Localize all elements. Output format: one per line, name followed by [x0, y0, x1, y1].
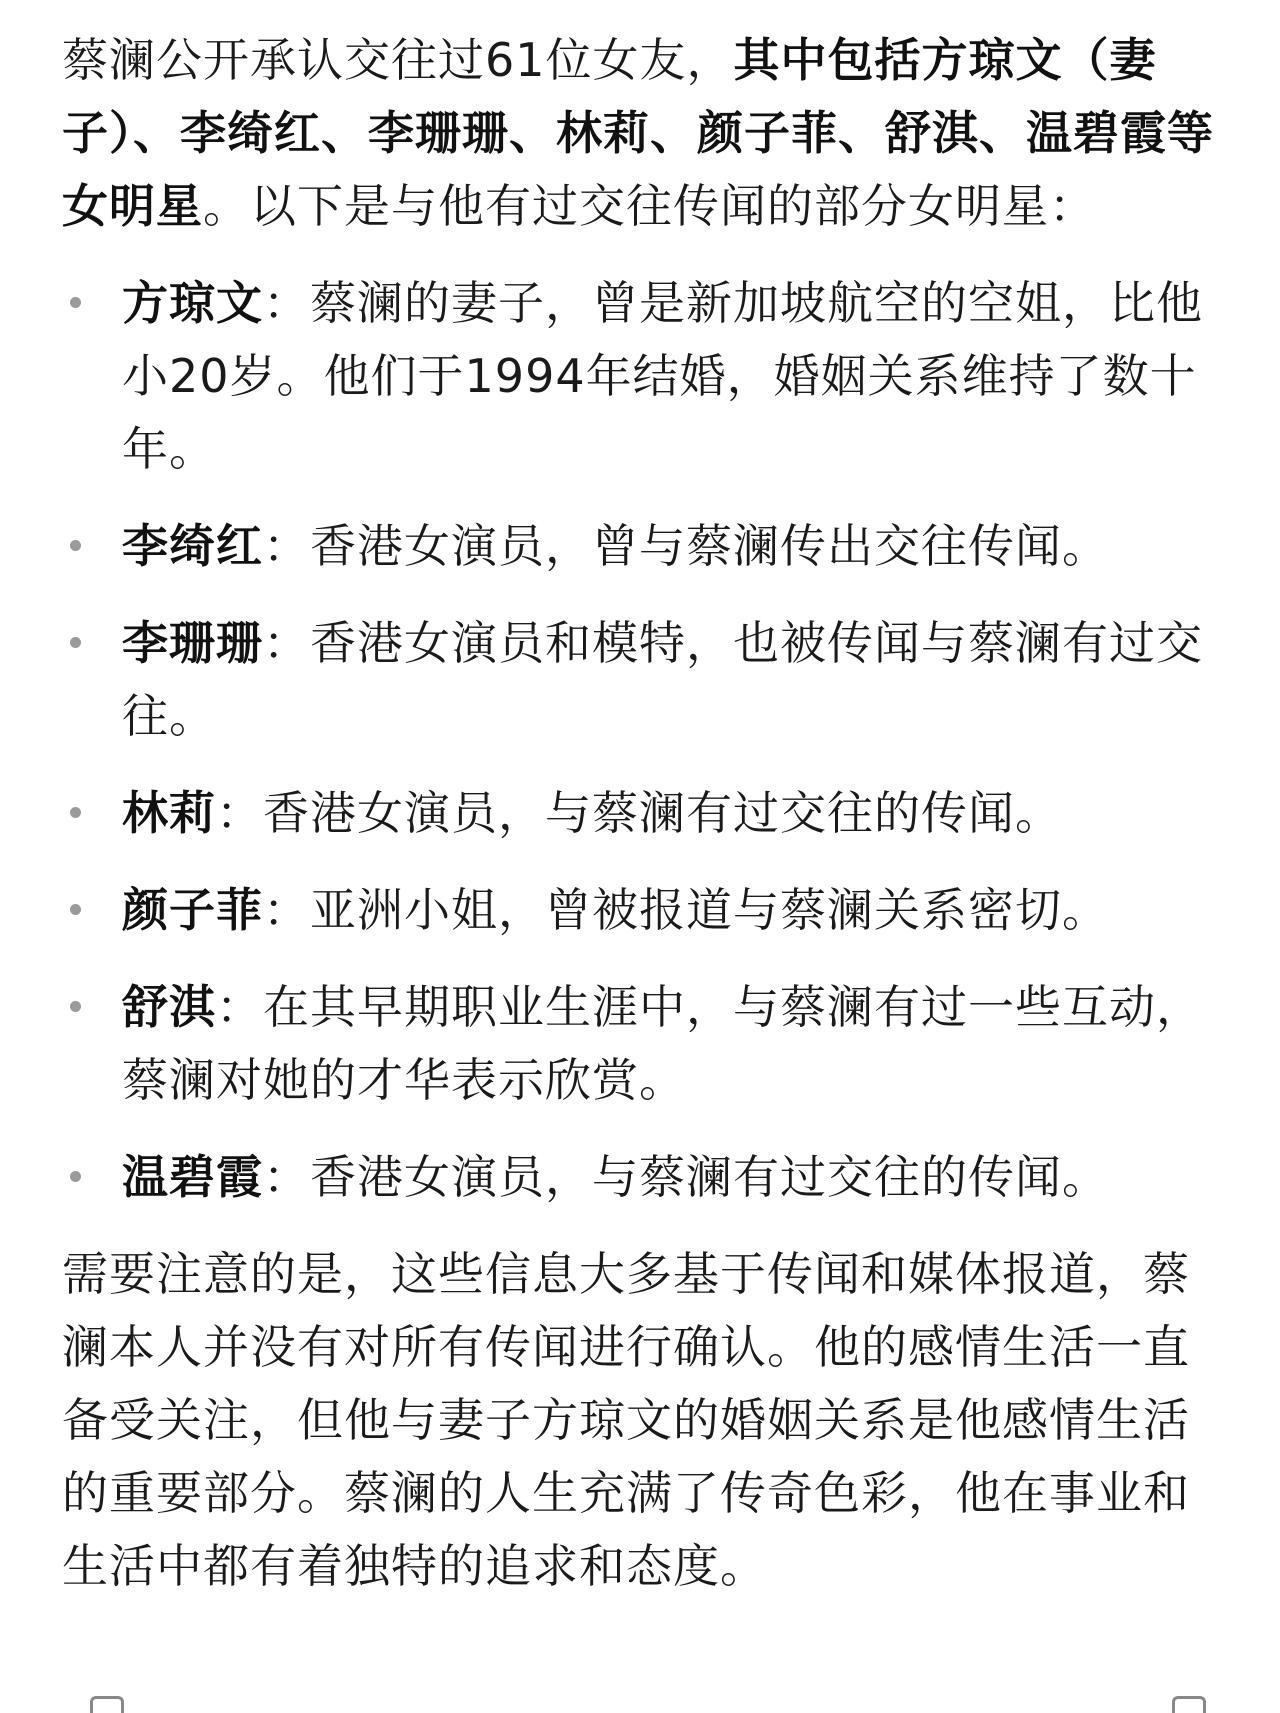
list-item-name: 颜子菲 [122, 883, 263, 937]
list-item-desc: ：在其早期职业生涯中，与蔡澜有过一些互动，蔡澜对她的才华表示欣赏。 [122, 980, 1203, 1107]
list-item [62, 267, 1232, 486]
list-item-name: 舒淇 [122, 980, 216, 1034]
bullet-icon [70, 1001, 81, 1012]
bullet-icon [70, 540, 81, 551]
rumor-list [62, 267, 1232, 1214]
list-item-name: 林莉 [122, 786, 216, 840]
list-item-desc: ：蔡澜的妻子，曾是新加坡航空的空姐，比他小20岁。他们于1994年结婚，婚姻关系维持了数十年。 [122, 276, 1203, 476]
list-item-desc: ：香港女演员，与蔡澜有过交往的传闻。 [216, 786, 1062, 840]
list-item-name: 温碧霞 [122, 1150, 263, 1204]
intro-text-after: 。以下是与他有过交往传闻的部分女明星： [203, 179, 1096, 233]
list-item-name: 方琼文 [122, 276, 263, 330]
list-item-name: 李绮红 [122, 519, 263, 573]
bullet-icon [70, 904, 81, 915]
intro-paragraph [62, 24, 1232, 243]
bullet-icon [70, 297, 81, 308]
list-item [62, 874, 1232, 947]
share-icon[interactable] [1172, 1696, 1206, 1713]
list-item-desc: ：香港女演员，曾与蔡澜传出交往传闻。 [263, 519, 1109, 573]
copy-icon[interactable] [90, 1696, 124, 1713]
bullet-icon [70, 807, 81, 818]
intro-text-bold: 其中包括方琼文（妻子）、李绮红、李珊珊、林莉、颜子菲、舒淇、温碧霞等女明星 [62, 33, 1214, 233]
list-item-desc: ：香港女演员和模特，也被传闻与蔡澜有过交往。 [122, 616, 1203, 743]
outro-paragraph: 需要注意的是，这些信息大多基于传闻和媒体报道，蔡澜本人并没有对所有传闻进行确认。他的感情生活一直备受关注，但他与妻子方琼文的婚姻关系是他感情生活的重要部分。蔡澜的人生充满了传奇色彩，他在事业和生活中都有着独特的追求和态度。 [62, 1247, 1190, 1593]
list-item [62, 1141, 1232, 1214]
intro-text-before: 蔡澜公开承认交往过61位女友， [62, 33, 734, 87]
list-item [62, 777, 1232, 850]
list-item-desc: ：香港女演员，与蔡澜有过交往的传闻。 [263, 1150, 1109, 1204]
bullet-icon [70, 1171, 81, 1182]
answer-content [62, 24, 1232, 1603]
list-item [62, 971, 1232, 1117]
list-item-desc: ：亚洲小姐，曾被报道与蔡澜关系密切。 [263, 883, 1109, 937]
bullet-icon [70, 637, 81, 648]
bottom-action-bar [0, 1692, 1280, 1707]
list-item-name: 李珊珊 [122, 616, 263, 670]
list-item [62, 607, 1232, 753]
list-item [62, 510, 1232, 583]
